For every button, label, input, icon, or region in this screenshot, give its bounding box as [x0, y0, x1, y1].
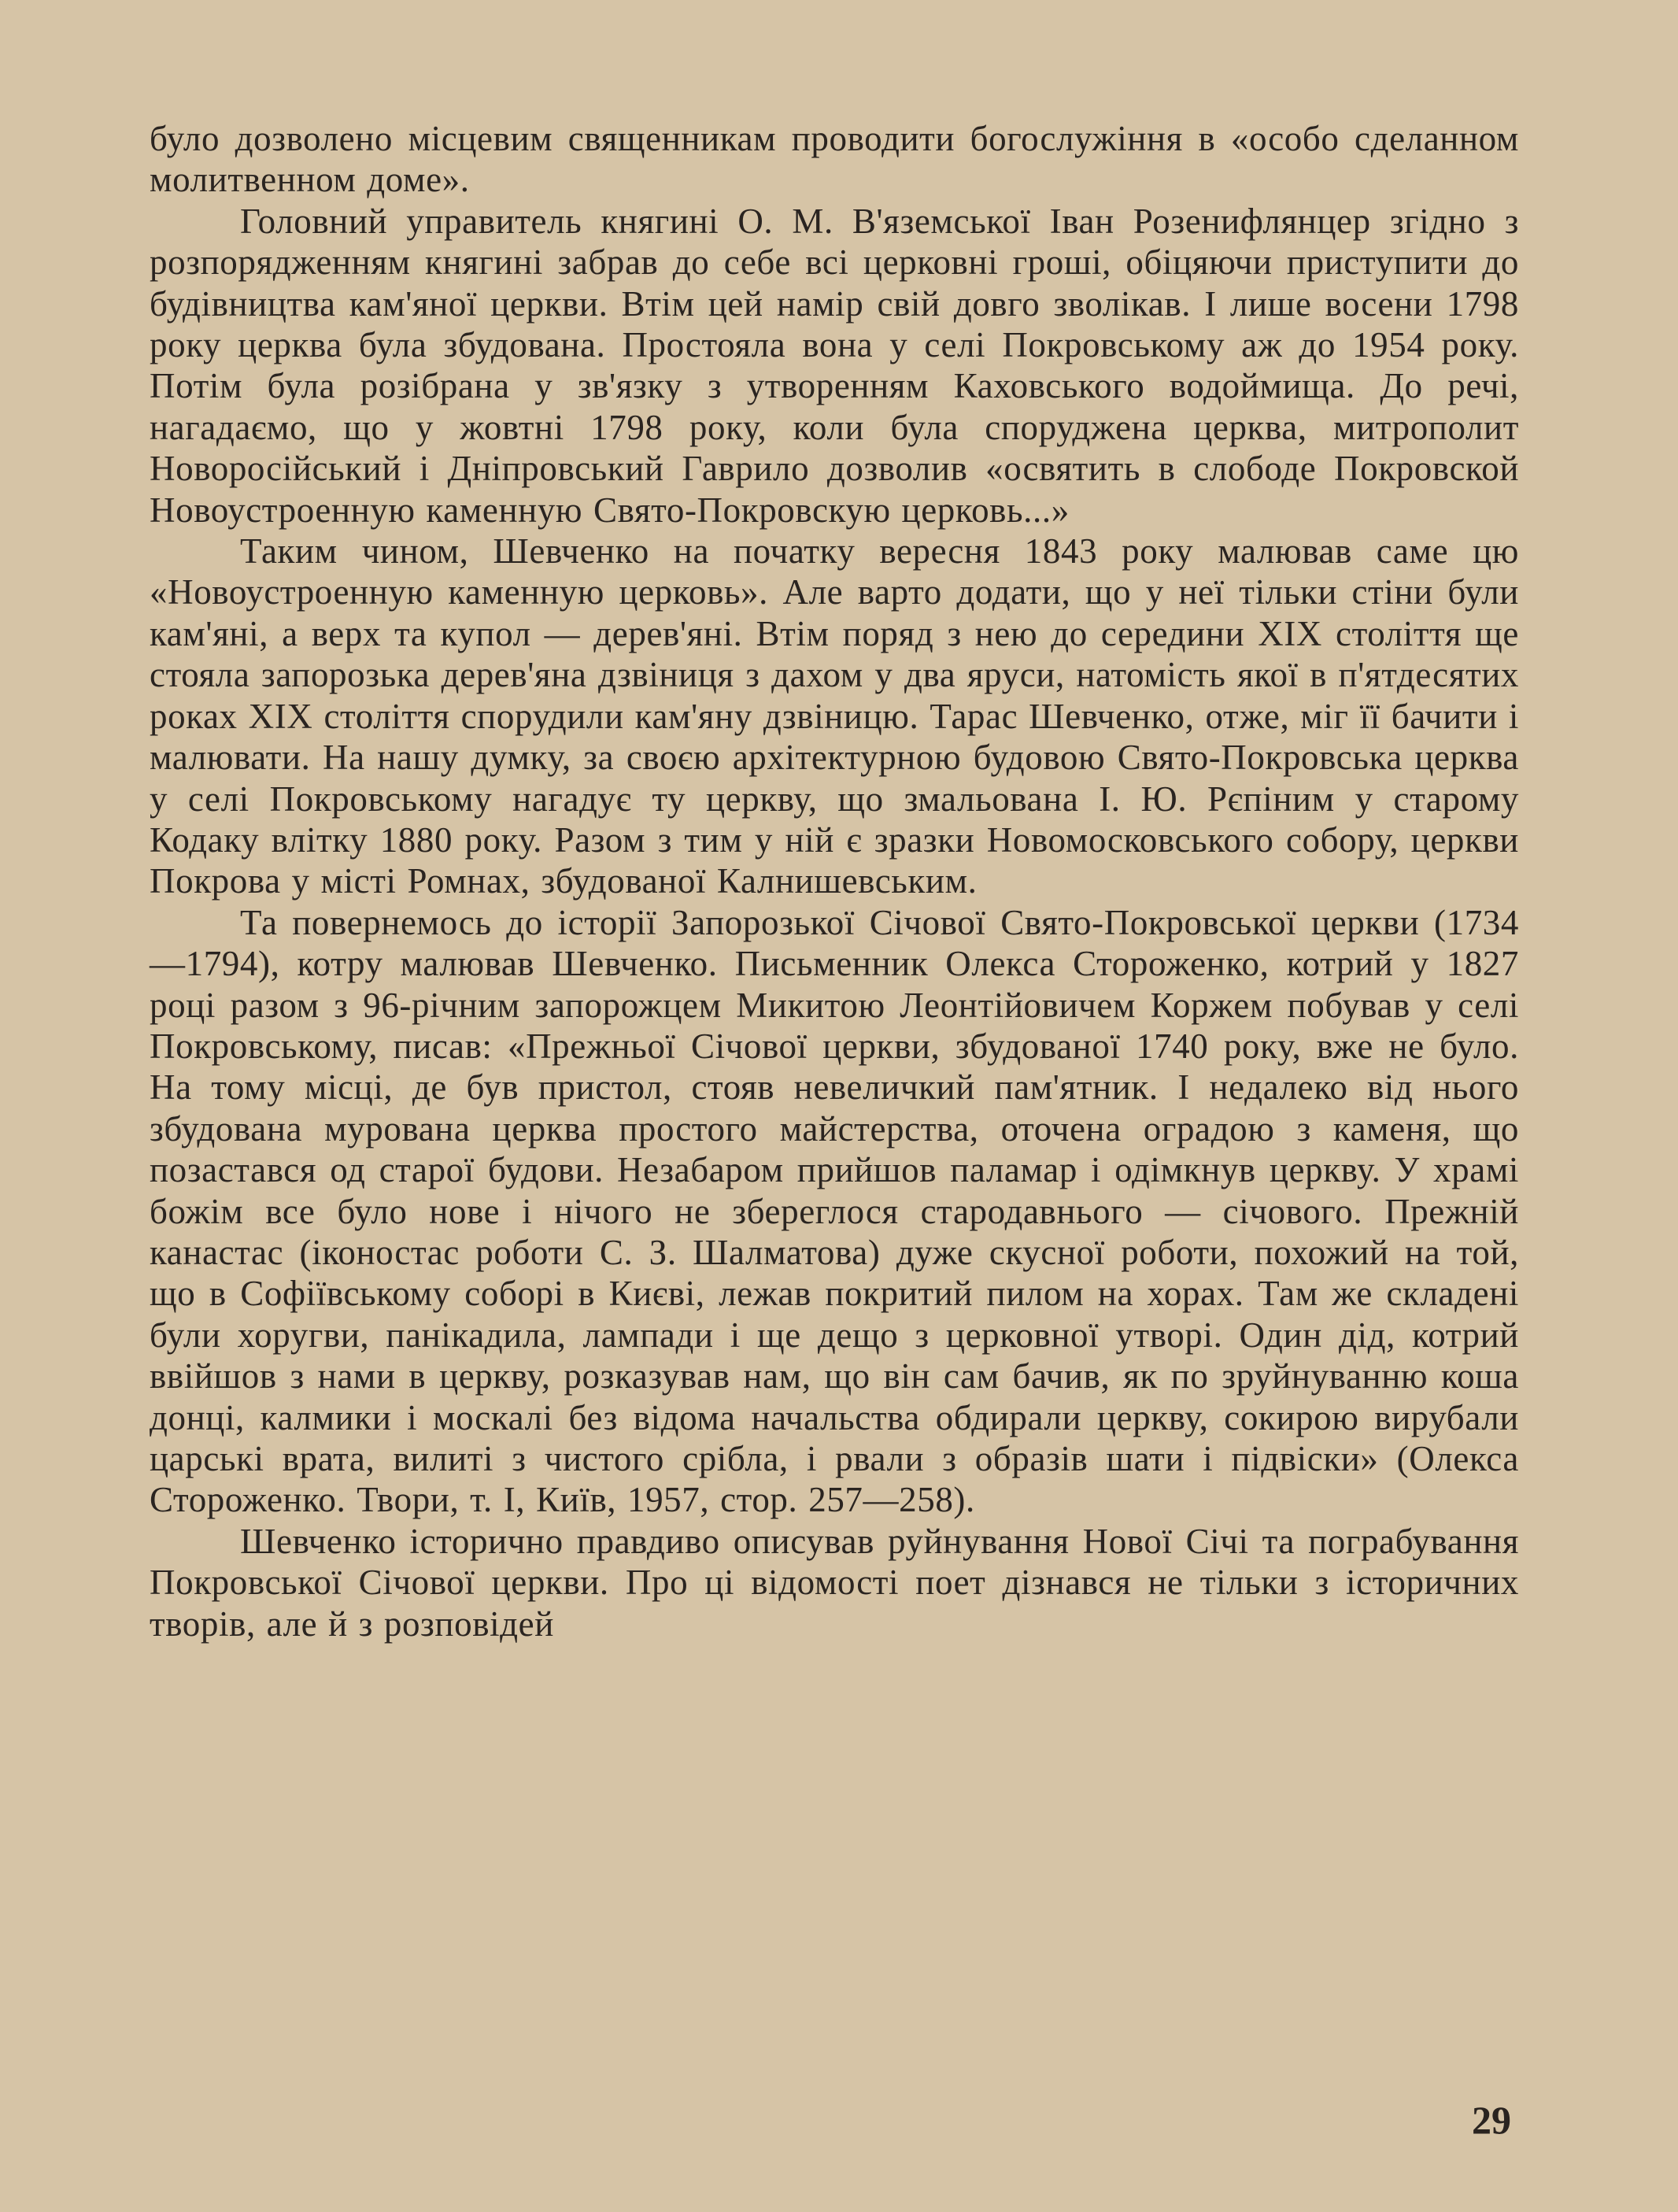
paragraph-storozhenko-quote: Та повернемось до історії Запорозької Січової Свято-Покровської церкви (1734—1794), котру малював Шевченко. Письменник Олекса Стороженко, котрий у 1827 році разом з 96-річним запорожцем Микитою Леонтійовичем Коржем побував у селі Покровському, писав: «Прежньої Січової церкви, збудованої 1740 року, вже не було. На тому місці, де був пристол, стояв невеличкий пам'ятник. І недалеко від нього збудована мурована церква простого майстерства, оточена оградою з каменя, що позастався од старої будови. Незабаром прийшов паламар і одімкнув церкву. У храмі божім все було нове і нічого не збереглося стародавнього — січового. Прежній канастас (іконостас роботи С. З. Шалматова) дуже скусної роботи, похожий на той, що в Софіївському соборі в Києві, лежав покритий пилом на хорах. Там же складені були хоругви, панікадила, лампади і ще дещо з церковної утворі. Один дід, котрий ввійшов з нами в церкву, розказував нам, що він сам бачив, як по зруйнуванню коша донці, калмики і москалі без відома начальства обдирали церкву, сокирою вирубали царські врата, вилиті з чистого срібла, і рвали з образів шати і підвіски» (Олекса Стороженко. Твори, т. І, Київ, 1957, стор. 257—258).	[150, 902, 1519, 1520]
paragraph-rozenyflyantser: Головний управитель княгині О. М. В'яземської Іван Розенифлянцер згідно з розпорядженням княгині забрав до себе всі церковні гроші, обіцяючи приступити до будівництва кам'яної церкви. Втім цей намір свій довго зволікав. І лише восени 1798 року церква була збудована. Простояла вона у селі Покровському аж до 1954 року. Потім була розібрана у зв'язку з утворенням Каховського водоймища. До речі, нагадаємо, що у жовтні 1798 року, коли була споруджена церква, митрополит Новоросійський і Дніпровський Гаврило дозволив «освятить в слободе Покровской Новоустроенную каменную Свято-Покровскую церковь...»	[150, 201, 1519, 530]
page-text-block	[150, 118, 1519, 2102]
paragraph-continuation: було дозволено місцевим священникам проводити богослужіння в «особо сделанном молитвенном доме».	[150, 119, 1519, 200]
paragraph-shevchenko-1843: Таким чином, Шевченко на початку вересня 1843 року малював саме цю «Новоустроенную каменную церковь». Але варто додати, що у неї тільки стіни були кам'яні, а верх та купол — дерев'яні. Втім поряд з нею до середини XIX століття ще стояла запорозька дерев'яна дзвіниця з дахом у два яруси, натомість якої в п'ятдесятих роках XIX століття спорудили кам'яну дзвіницю. Тарас Шевченко, отже, міг її бачити і малювати. На нашу думку, за своєю архітектурною будовою Свято-Покровська церква у селі Покровському нагадує ту церкву, що змальована І. Ю. Рєпіним у старому Кодаку влітку 1880 року. Разом з тим у ній є зразки Новомосковського собору, церкви Покрова у місті Ромнах, збудованої Калнишевським.	[150, 531, 1519, 901]
paragraph-nova-sich: Шевченко історично правдиво описував руйнування Нової Січі та пограбування Покровської Січової церкви. Про ці відомості поет дізнався не тільки з історичних творів, але й з розповідей	[150, 1521, 1519, 1644]
page-number: 29	[1472, 2098, 1511, 2142]
